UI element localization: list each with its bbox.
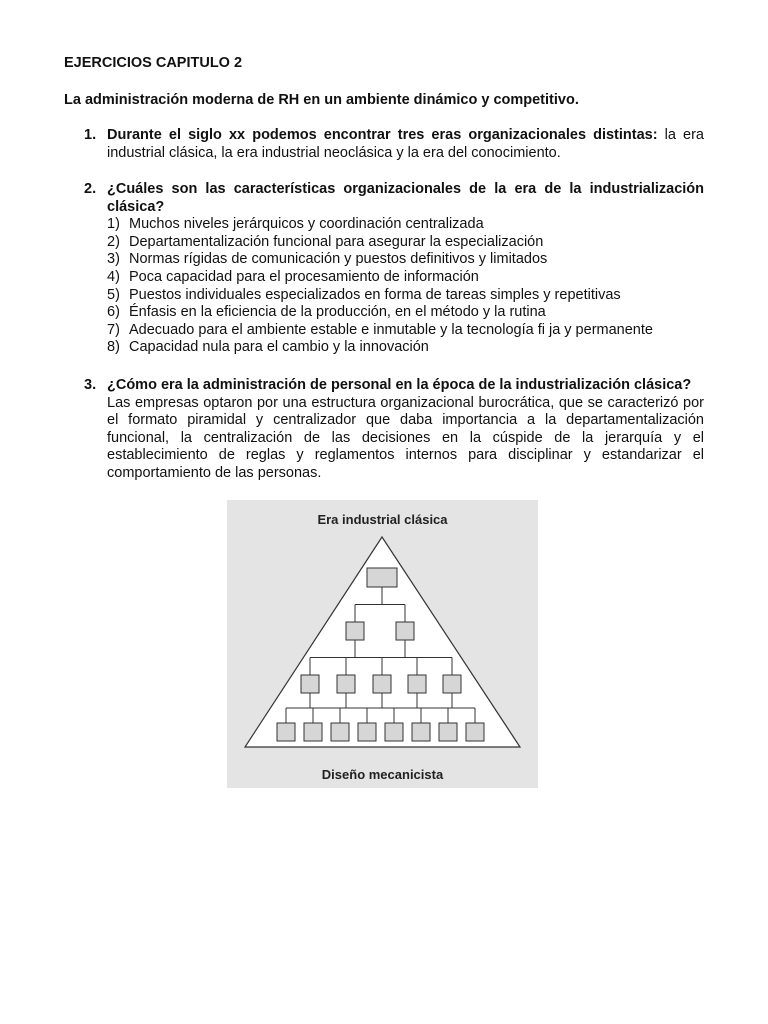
list-item — [107, 339, 704, 357]
org-unit-box — [304, 723, 322, 741]
org-unit-box — [385, 723, 403, 741]
org-unit-box — [396, 622, 414, 640]
list-item-text: Muchos niveles jerárquicos y coordinación centralizada — [129, 216, 484, 233]
document-subtitle: La administración moderna de RH en un ambiente dinámico y competitivo. — [64, 92, 579, 108]
list-item — [107, 287, 704, 305]
org-unit-box — [408, 675, 426, 693]
list-item-text: Departamentalización funcional para asegurar la especialización — [129, 233, 544, 250]
list-item-text: Adecuado para el ambiente estable e inmutable y la tecnología fi ja y permanente — [129, 321, 653, 338]
org-unit-box — [337, 675, 355, 693]
org-unit-box — [367, 568, 397, 587]
org-unit-box — [346, 622, 364, 640]
list-item — [107, 216, 704, 234]
org-unit-box — [443, 675, 461, 693]
org-unit-box — [301, 675, 319, 693]
list-item-number: 5) — [107, 286, 120, 303]
list-item-number: 1) — [107, 216, 120, 233]
org-unit-box — [331, 723, 349, 741]
characteristics-list — [107, 216, 704, 357]
org-unit-box — [439, 723, 457, 741]
list-item-number: 4) — [107, 268, 120, 285]
org-unit-box — [277, 723, 295, 741]
list-item-text: Énfasis en la eficiencia de la producción, en el método y la rutina — [129, 304, 546, 321]
list-item — [107, 251, 704, 269]
answer-text: la era industrial clásica, la era industrial neoclásica y la era del conocimiento. — [107, 127, 704, 161]
list-item-number: 2) — [107, 233, 120, 250]
pyramid-diagram — [227, 500, 538, 788]
question-1 — [84, 127, 704, 162]
list-item-number: 8) — [107, 339, 120, 356]
pyramid-figure — [227, 500, 538, 788]
list-item-text: Poca capacidad para el procesamiento de información — [129, 268, 479, 285]
list-item-number: 7) — [107, 321, 120, 338]
question-2 — [84, 181, 704, 357]
question-body — [107, 181, 704, 357]
document-title: EJERCICIOS CAPITULO 2 — [64, 55, 243, 71]
figure-caption: Diseño mecanicista — [321, 767, 444, 782]
question-3 — [84, 377, 704, 483]
question-number: 2. — [84, 181, 97, 197]
question-text: Durante el siglo xx podemos encontrar tres eras organizacionales distintas: — [107, 127, 658, 143]
list-item-text: Capacidad nula para el cambio y la innovación — [129, 339, 429, 356]
answer-text: Las empresas optaron por una estructura organizacional burocrática, que se caracterizó por el formato piramidal y centralizador que daba importancia a la departamentalización funcional, la centralización de las decisiones en la cúspide de la jerarquía y el establecimiento de reglas y reglamentos internos para disciplinar y estandarizar el comportamiento de las personas. — [107, 394, 704, 481]
list-item — [107, 269, 704, 287]
org-unit-box — [412, 723, 430, 741]
question-number: 3. — [84, 377, 97, 393]
org-unit-box — [358, 723, 376, 741]
list-item — [107, 304, 704, 322]
org-unit-box — [373, 675, 391, 693]
figure-title: Era industrial clásica — [317, 512, 448, 527]
question-text: ¿Cómo era la administración de personal en la época de la industrialización clásica? — [107, 377, 692, 393]
question-text: ¿Cuáles son las características organizacionales de la era de la industrialización clásica? — [107, 181, 704, 215]
question-body — [107, 377, 704, 483]
list-item-number: 3) — [107, 251, 120, 268]
list-item — [107, 322, 704, 340]
question-body — [107, 127, 704, 162]
list-item-number: 6) — [107, 304, 120, 321]
list-item-text: Puestos individuales especializados en forma de tareas simples y repetitivas — [129, 286, 621, 303]
list-item-text: Normas rígidas de comunicación y puestos definitivos y limitados — [129, 251, 548, 268]
question-number: 1. — [84, 127, 97, 143]
org-unit-box — [466, 723, 484, 741]
list-item — [107, 234, 704, 252]
